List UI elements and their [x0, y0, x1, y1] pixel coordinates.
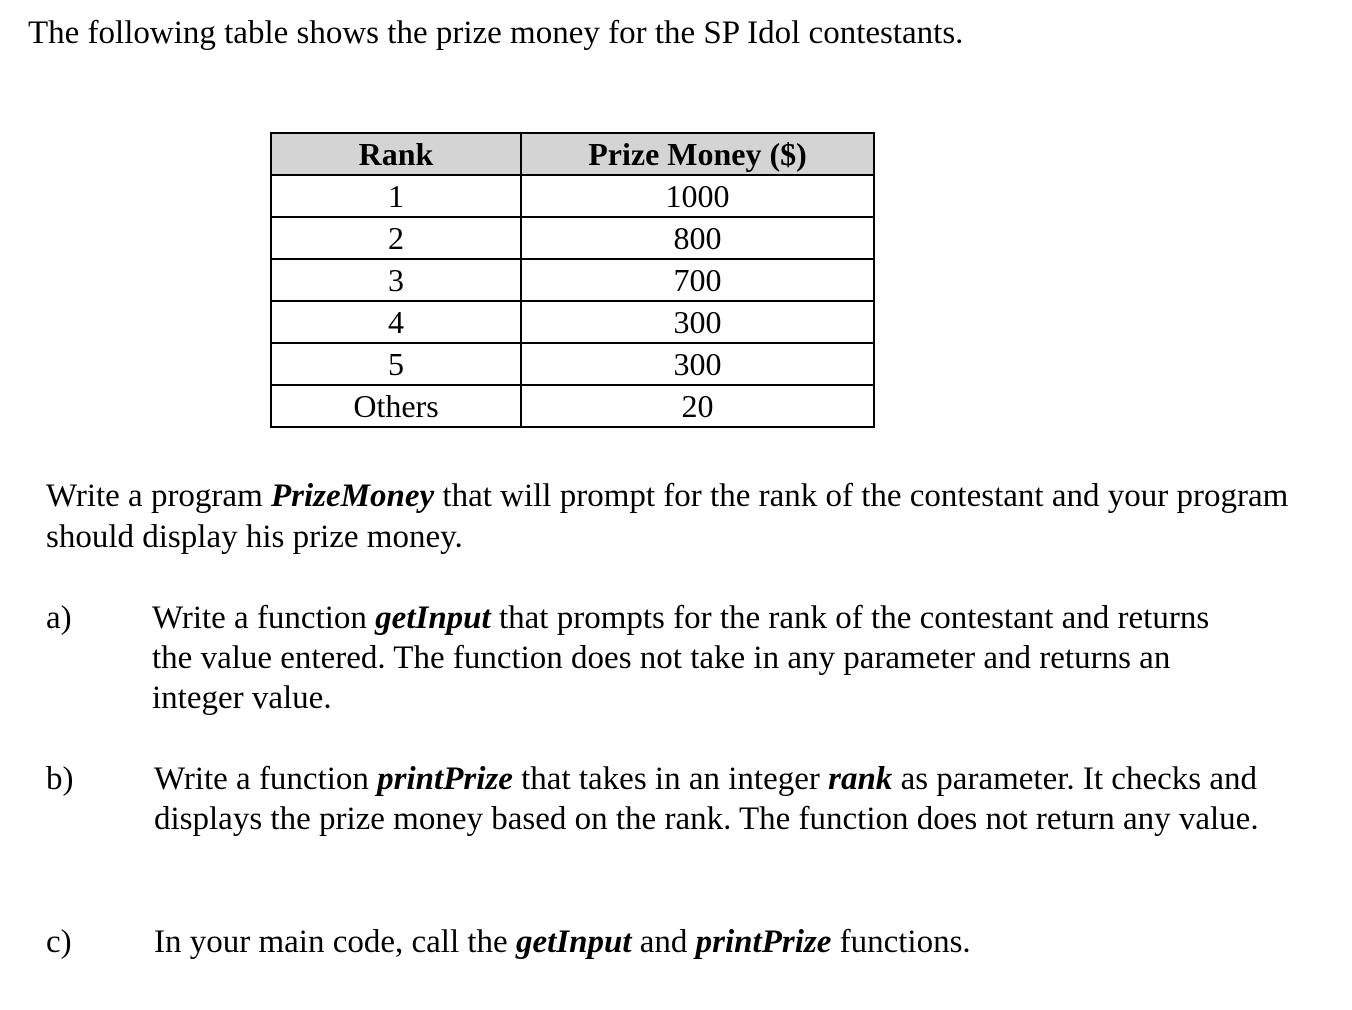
parameter-name: rank	[828, 761, 893, 797]
program-instruction	[46, 476, 1306, 558]
rank-cell: 5	[271, 343, 521, 385]
item-text-part: as parameter. It checks and displays the prize money based on the rank. The function does not return any value.	[154, 761, 1259, 837]
prize-cell: 300	[521, 301, 874, 343]
table-row	[271, 301, 874, 343]
rank-cell: 2	[271, 217, 521, 259]
prize-cell: 300	[521, 343, 874, 385]
prize-money-table	[270, 132, 875, 428]
question-item-b	[46, 759, 1296, 884]
program-instruction-suffix: that will prompt for the rank of the contestant and your program should display his prize money.	[46, 478, 1289, 555]
prize-cell: 800	[521, 217, 874, 259]
rank-cell: Others	[271, 385, 521, 427]
table-row	[271, 343, 874, 385]
function-name: printPrize	[695, 924, 832, 960]
item-text-part: Write a function	[152, 600, 376, 636]
prize-cell: 20	[521, 385, 874, 427]
program-name: PrizeMoney	[271, 478, 435, 514]
item-text-part: and	[631, 924, 696, 960]
function-name: printPrize	[377, 761, 513, 797]
function-name: getInput	[375, 600, 491, 636]
item-text-part: Write a function	[154, 761, 378, 797]
item-text	[154, 759, 1294, 839]
question-item-a	[46, 598, 1256, 723]
rank-cell: 1	[271, 175, 521, 217]
table-header-row	[271, 133, 874, 175]
prize-cell: 1000	[521, 175, 874, 217]
question-item-c	[46, 922, 1296, 967]
rank-cell: 4	[271, 301, 521, 343]
item-text	[154, 922, 1294, 962]
intro-sentence: The following table shows the prize money for the SP Idol contestants.	[28, 15, 964, 51]
function-name: getInput	[515, 924, 632, 960]
item-text	[152, 598, 1232, 718]
rank-cell: 3	[271, 259, 521, 301]
table-row	[271, 217, 874, 259]
table-row	[271, 385, 874, 427]
item-letter: b)	[46, 761, 74, 797]
table-row	[271, 259, 874, 301]
item-text-part: In your main code, call the	[154, 924, 516, 960]
prize-money-column-header: Prize Money ($)	[521, 133, 874, 175]
prize-cell: 700	[521, 259, 874, 301]
item-text-part: functions.	[831, 924, 971, 960]
item-letter: c)	[46, 924, 72, 960]
item-text-part: that prompts for the rank of the contestant and returns the value entered. The function does not take in any parameter and returns an integer value.	[152, 600, 1210, 716]
table-row	[271, 175, 874, 217]
program-instruction-prefix: Write a program	[46, 478, 271, 514]
item-text-part: that takes in an integer	[512, 761, 829, 797]
item-letter: a)	[46, 600, 72, 636]
rank-column-header: Rank	[271, 133, 521, 175]
